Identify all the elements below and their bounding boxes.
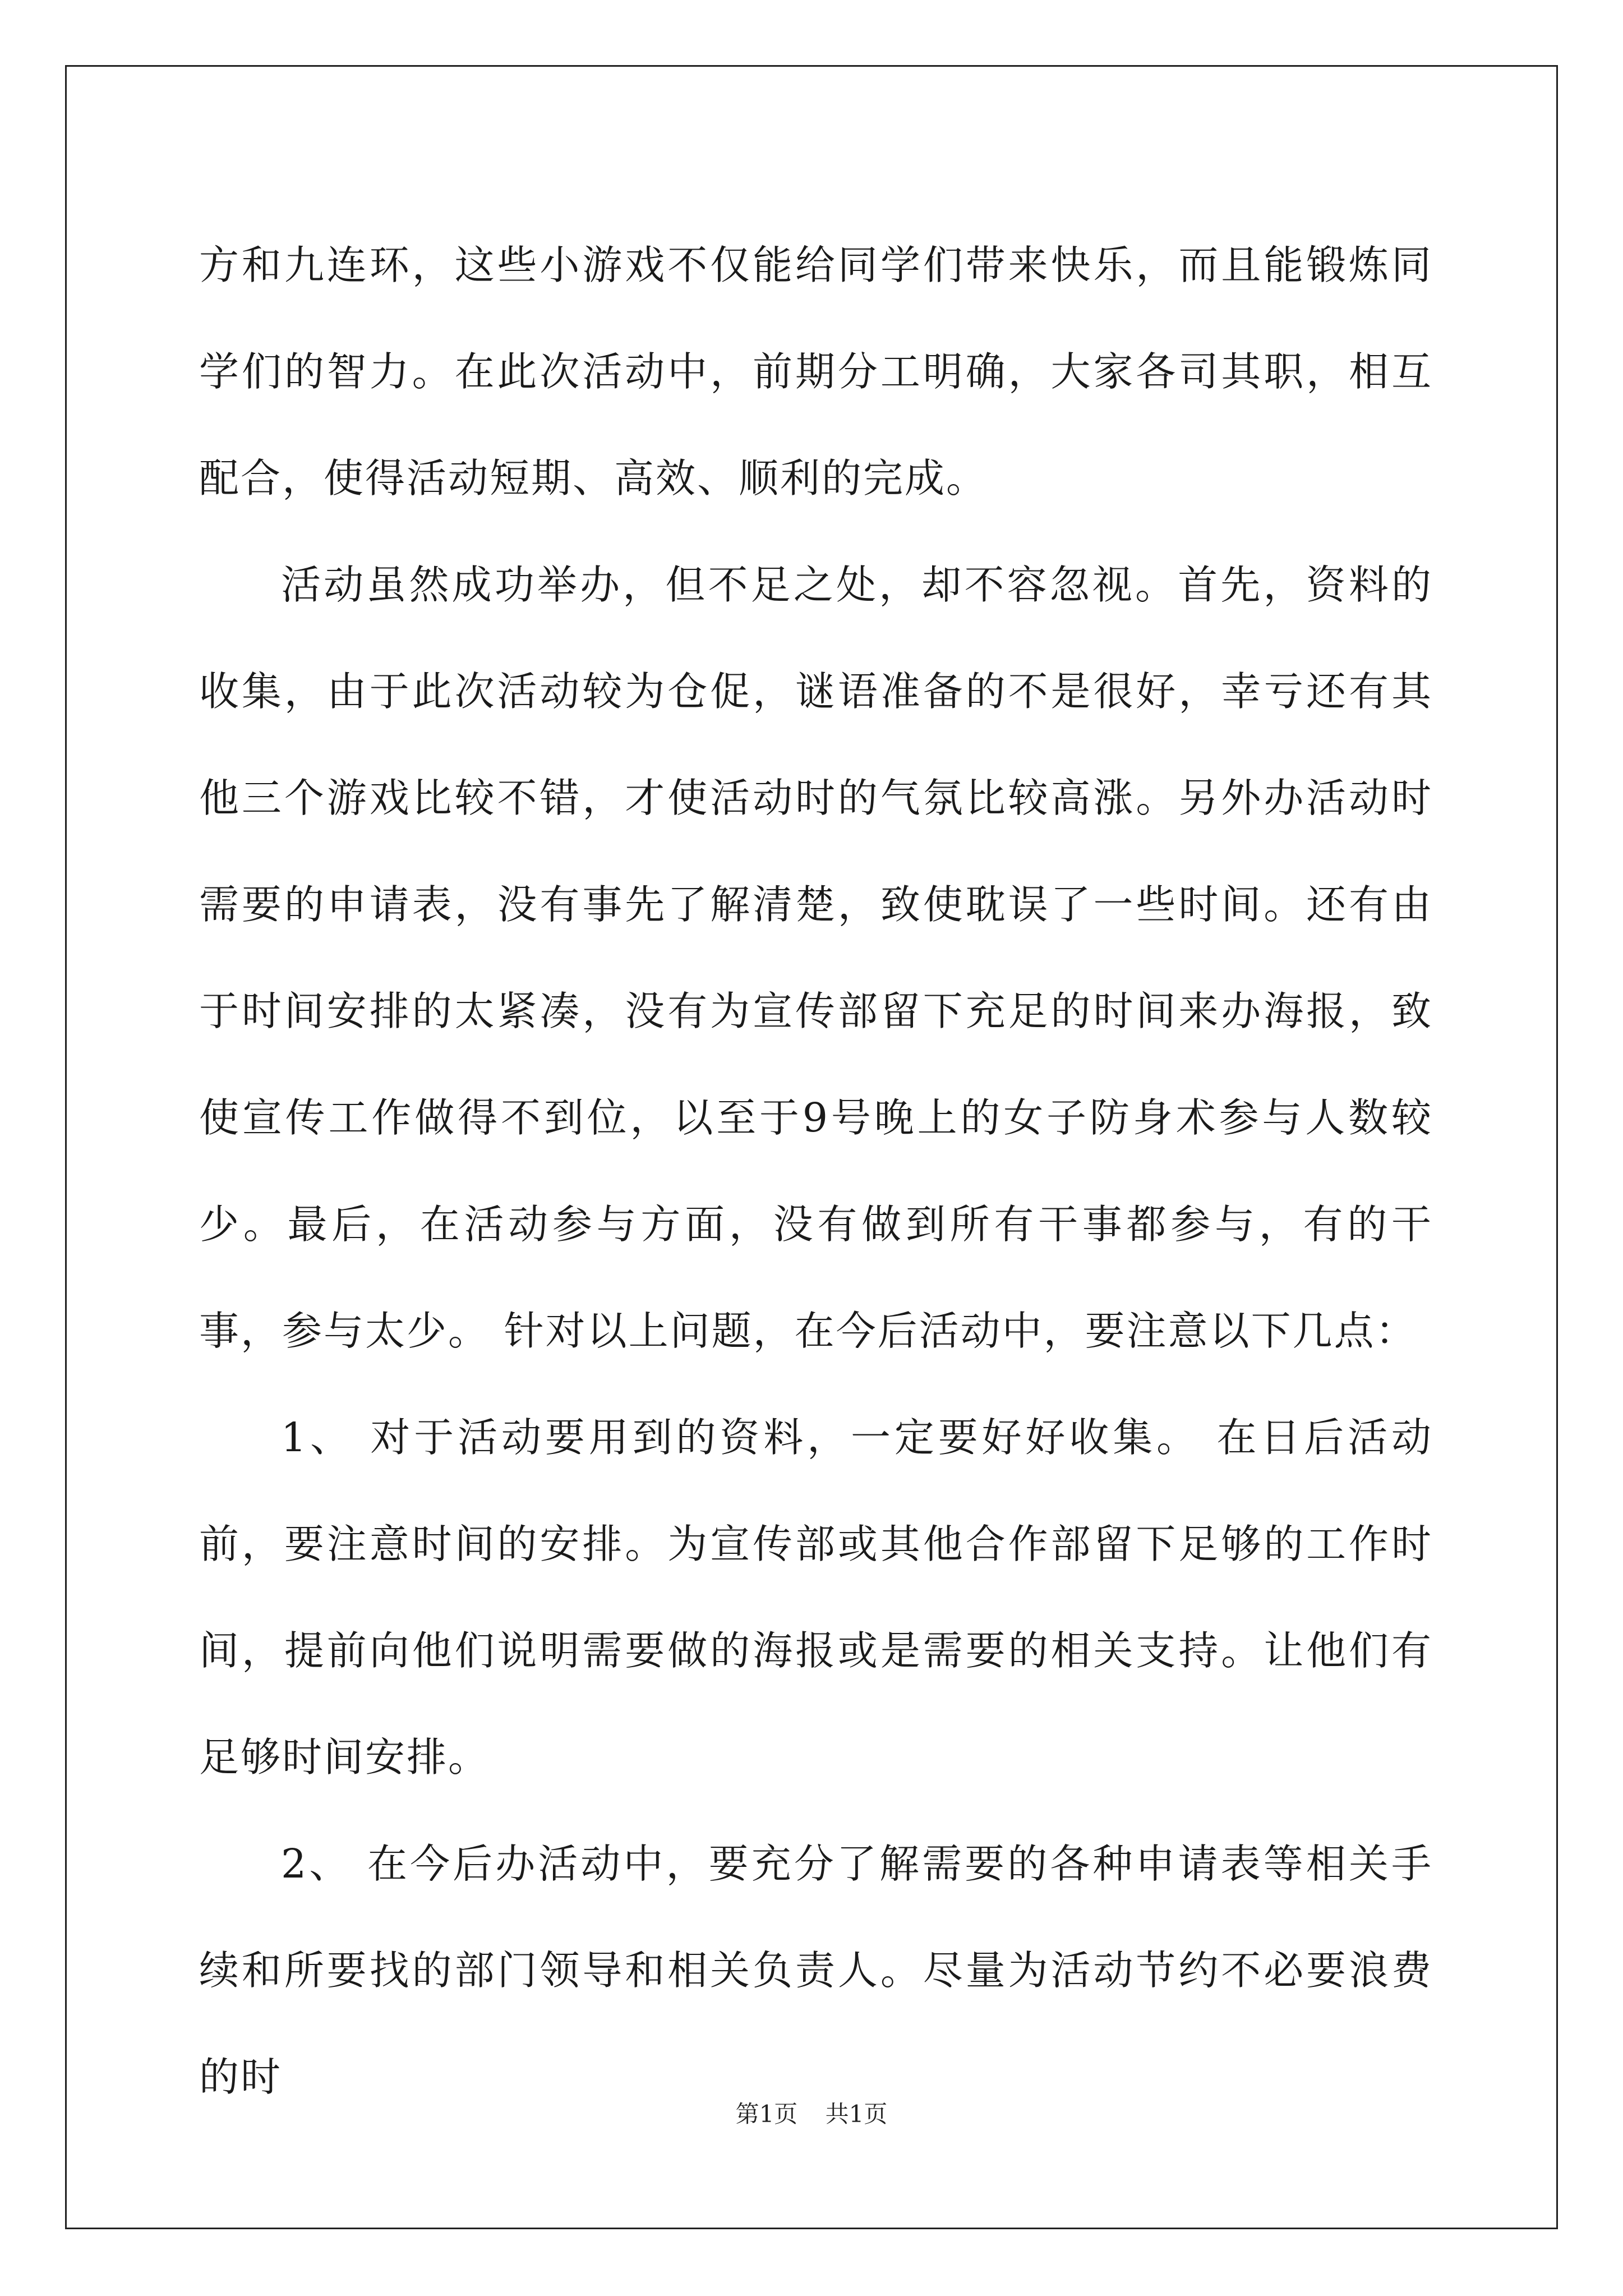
page-footer [0,2096,1623,2129]
page-number: 第1页 [735,2100,798,2128]
paragraph-4: 2、 在今后办活动中，要充分了解需要的各种申请表等相关手续和所要找的部门领导和相关负责人。尽量为活动节约不必要浪费的时 [199,1841,1433,2100]
paragraph-3: 1、 对于活动要用到的资料，一定要好好收集。 在日后活动前，要注意时间的安排。为宣传部或其他合作部留下足够的工作时间，提前向他们说明需要做的海报或是需要的相关支持。让他们有足够时间安排。 [199,1414,1433,1780]
paragraph-2: 活动虽然成功举办，但不足之处，却不容忽视。首先，资料的收集，由于此次活动较为仓促，谜语准备的不是很好，幸亏还有其他三个游戏比较不错，才使活动时的气氛比较高涨。另外办活动时需要的申请表，没有事先了解清楚，致使耽误了一些时间。还有由于时间安排的太紧凑，没有为宣传部留下充足的时间来办海报，致使宣传工作做得不到位，以至于9号晚上的女子防身术参与人数较少。最后，在活动参与方面，没有做到所有干事都参与，有的干事，参与太少。 针对以上问题，在今后活动中，要注意以下几点： [199,562,1433,1354]
paragraph-1: 方和九连环，这些小游戏不仅能给同学们带来快乐，而且能锻炼同学们的智力。在此次活动中，前期分工明确，大家各司其职，相互配合，使得活动短期、高效、顺利的完成。 [199,242,1433,501]
document-body [199,212,1433,2131]
page-total: 共1页 [825,2100,888,2128]
